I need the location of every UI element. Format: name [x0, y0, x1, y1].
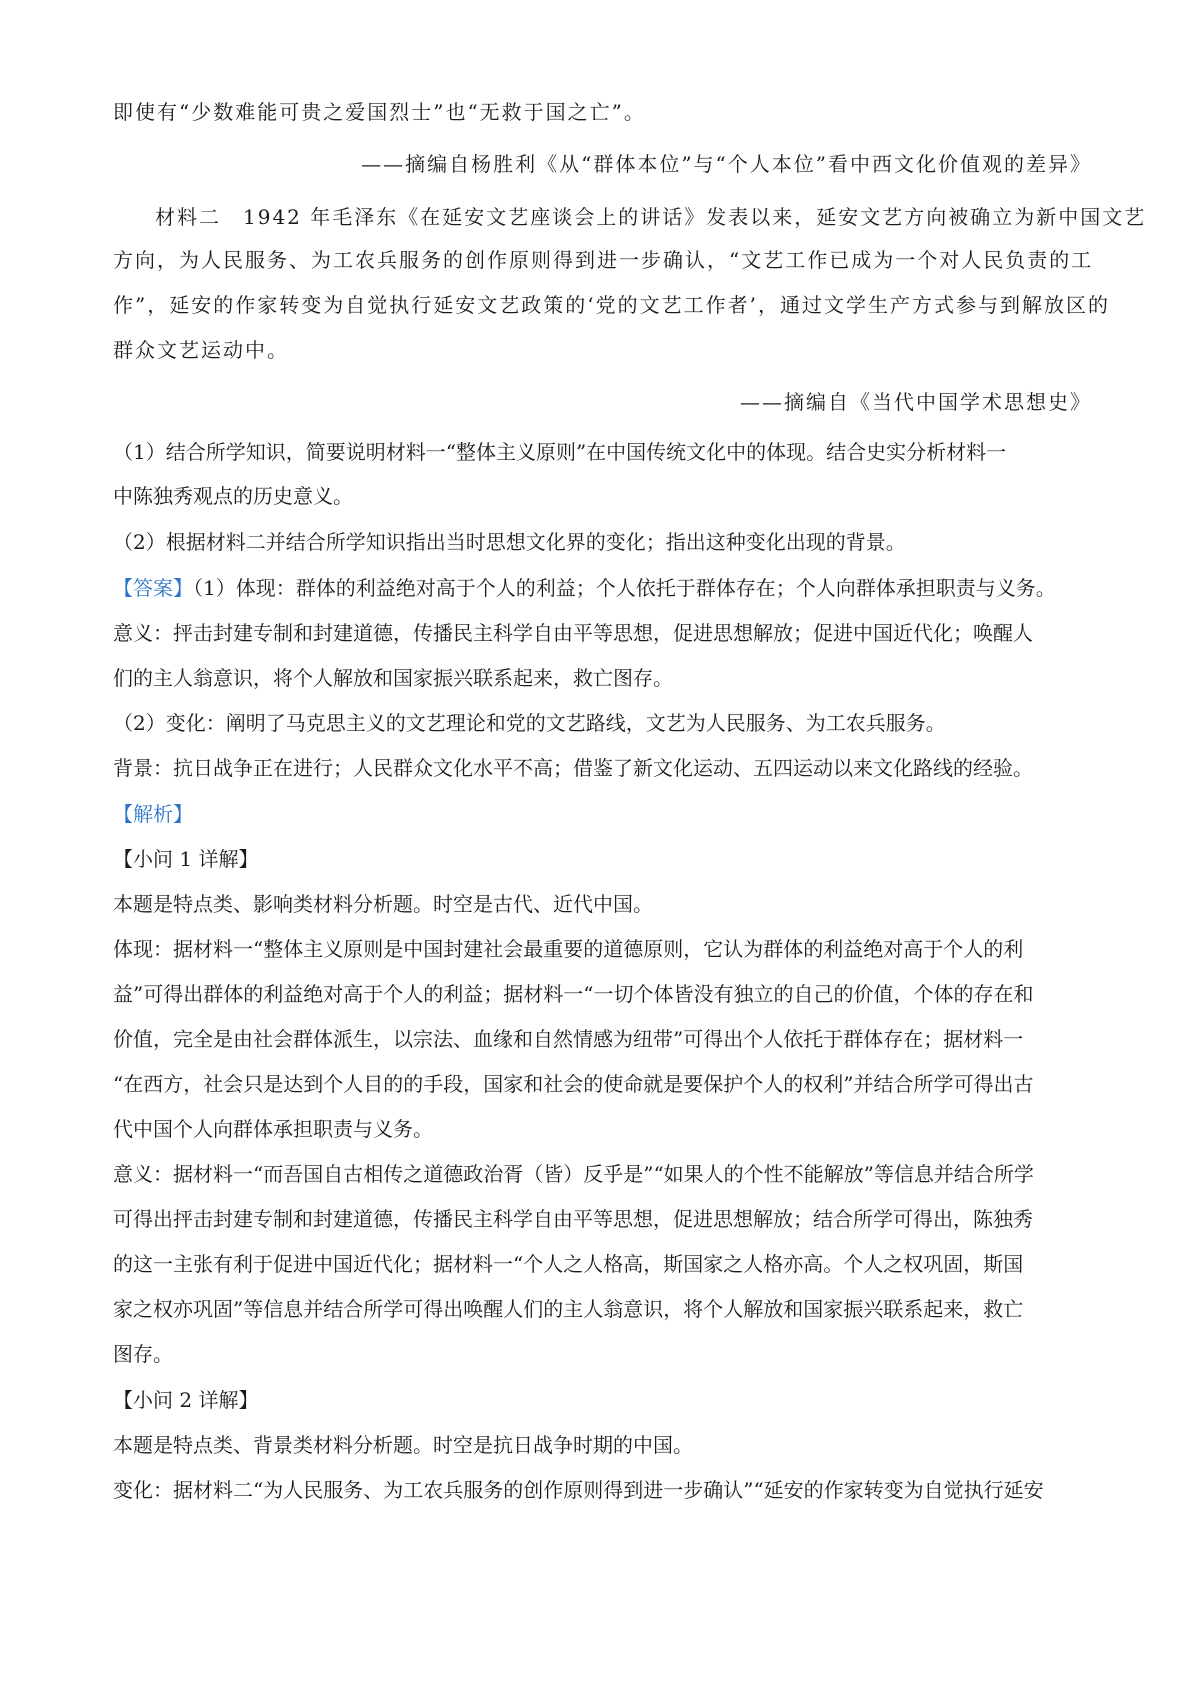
analysis-line: 图存。 [113, 1342, 173, 1366]
analysis-line: “在西方，社会只是达到个人目的的手段，国家和社会的使命就是要保护个人的权利”并结合所学可得出古 [113, 1072, 1034, 1096]
material-one-tail-line: 即使有“少数难能可贵之爱国烈士”也“无救于国之亡”。 [113, 100, 646, 124]
analysis-tag: 【解析】 [113, 802, 193, 826]
question-one-cont: 中陈独秀观点的历史意义。 [113, 484, 353, 508]
material-two-source: ——摘编自《当代中国学术思想史》 [740, 390, 1092, 414]
answer-line: 背景：抗日战争正在进行；人民群众文化水平不高；借鉴了新文化运动、五四运动以来文化路线的经验。 [113, 756, 1033, 780]
answer-tag: 【答案】 [113, 576, 193, 600]
analysis-line: 体现：据材料一“整体主义原则是中国封建社会最重要的道德原则，它认为群体的利益绝对高于个人的利 [113, 937, 1024, 961]
answer-line [113, 576, 1103, 600]
analysis-line: 益”可得出群体的利益绝对高于个人的利益；据材料一“一切个体皆没有独立的自己的价值，个体的存在和 [113, 982, 1034, 1006]
material-one-source: ——摘编自杨胜利《从“群体本位”与“个人本位”看中西文化价值观的差异》 [361, 152, 1092, 176]
subquestion-one-title: 【小问 1 详解】 [113, 847, 259, 871]
analysis-line: 意义：据材料一“而吾国自古相传之道德政治胥（皆）反乎是”“如果人的个性不能解放”等信息并结合所学 [113, 1162, 1034, 1186]
answer-text: （1）体现：群体的利益绝对高于个人的利益；个人依托于群体存在；个人向群体承担职责与义务。 [193, 576, 1056, 600]
answer-line: 们的主人翁意识，将个人解放和国家振兴联系起来，救亡图存。 [113, 666, 673, 690]
material-two-line: 作”，延安的作家转变为自觉执行延安文艺政策的‘党的文艺工作者’，通过文学生产方式参与到解放区的 [113, 293, 1110, 317]
analysis-line: 代中国个人向群体承担职责与义务。 [113, 1117, 433, 1141]
analysis-line: 可得出抨击封建专制和封建道德，传播民主科学自由平等思想，促进思想解放；结合所学可得出，陈独秀 [113, 1207, 1033, 1231]
material-two-line: 方向，为人民服务、为工农兵服务的创作原则得到进一步确认，“文艺工作已成为一个对人民负责的工 [113, 248, 1094, 272]
question-two: （2）根据材料二并结合所学知识指出当时思想文化界的变化；指出这种变化出现的背景。 [113, 530, 906, 554]
answer-line: 意义：抨击封建专制和封建道德，传播民主科学自由平等思想，促进思想解放；促进中国近代化；唤醒人 [113, 621, 1033, 645]
analysis-line: 价值，完全是由社会群体派生，以宗法、血缘和自然情感为纽带”可得出个人依托于群体存在；据材料一 [113, 1027, 1024, 1051]
analysis-line: 家之权亦巩固”等信息并结合所学可得出唤醒人们的主人翁意识，将个人解放和国家振兴联系起来，救亡 [113, 1297, 1024, 1321]
analysis-line: 本题是特点类、背景类材料分析题。时空是抗日战争时期的中国。 [113, 1433, 693, 1457]
analysis-line: 变化：据材料二“为人民服务、为工农兵服务的创作原则得到进一步确认”“延安的作家转变为自觉执行延安 [113, 1478, 1044, 1502]
answer-line: （2）变化：阐明了马克思主义的文艺理论和党的文艺路线，文艺为人民服务、为工农兵服务。 [113, 711, 946, 735]
material-two-line: 群众文艺运动中。 [113, 338, 289, 362]
question-one: （1）结合所学知识，简要说明材料一“整体主义原则”在中国传统文化中的体现。结合史实分析材料一 [113, 440, 1007, 464]
analysis-line: 的这一主张有利于促进中国近代化；据材料一“个人之人格高，斯国家之人格亦高。个人之权巩固，斯国 [113, 1252, 1024, 1276]
subquestion-two-title: 【小问 2 详解】 [113, 1388, 259, 1412]
analysis-line: 本题是特点类、影响类材料分析题。时空是古代、近代中国。 [113, 892, 653, 916]
material-two-line: 材料二 1942 年毛泽东《在延安文艺座谈会上的讲话》发表以来，延安文艺方向被确立为新中国文艺 [155, 205, 1147, 229]
